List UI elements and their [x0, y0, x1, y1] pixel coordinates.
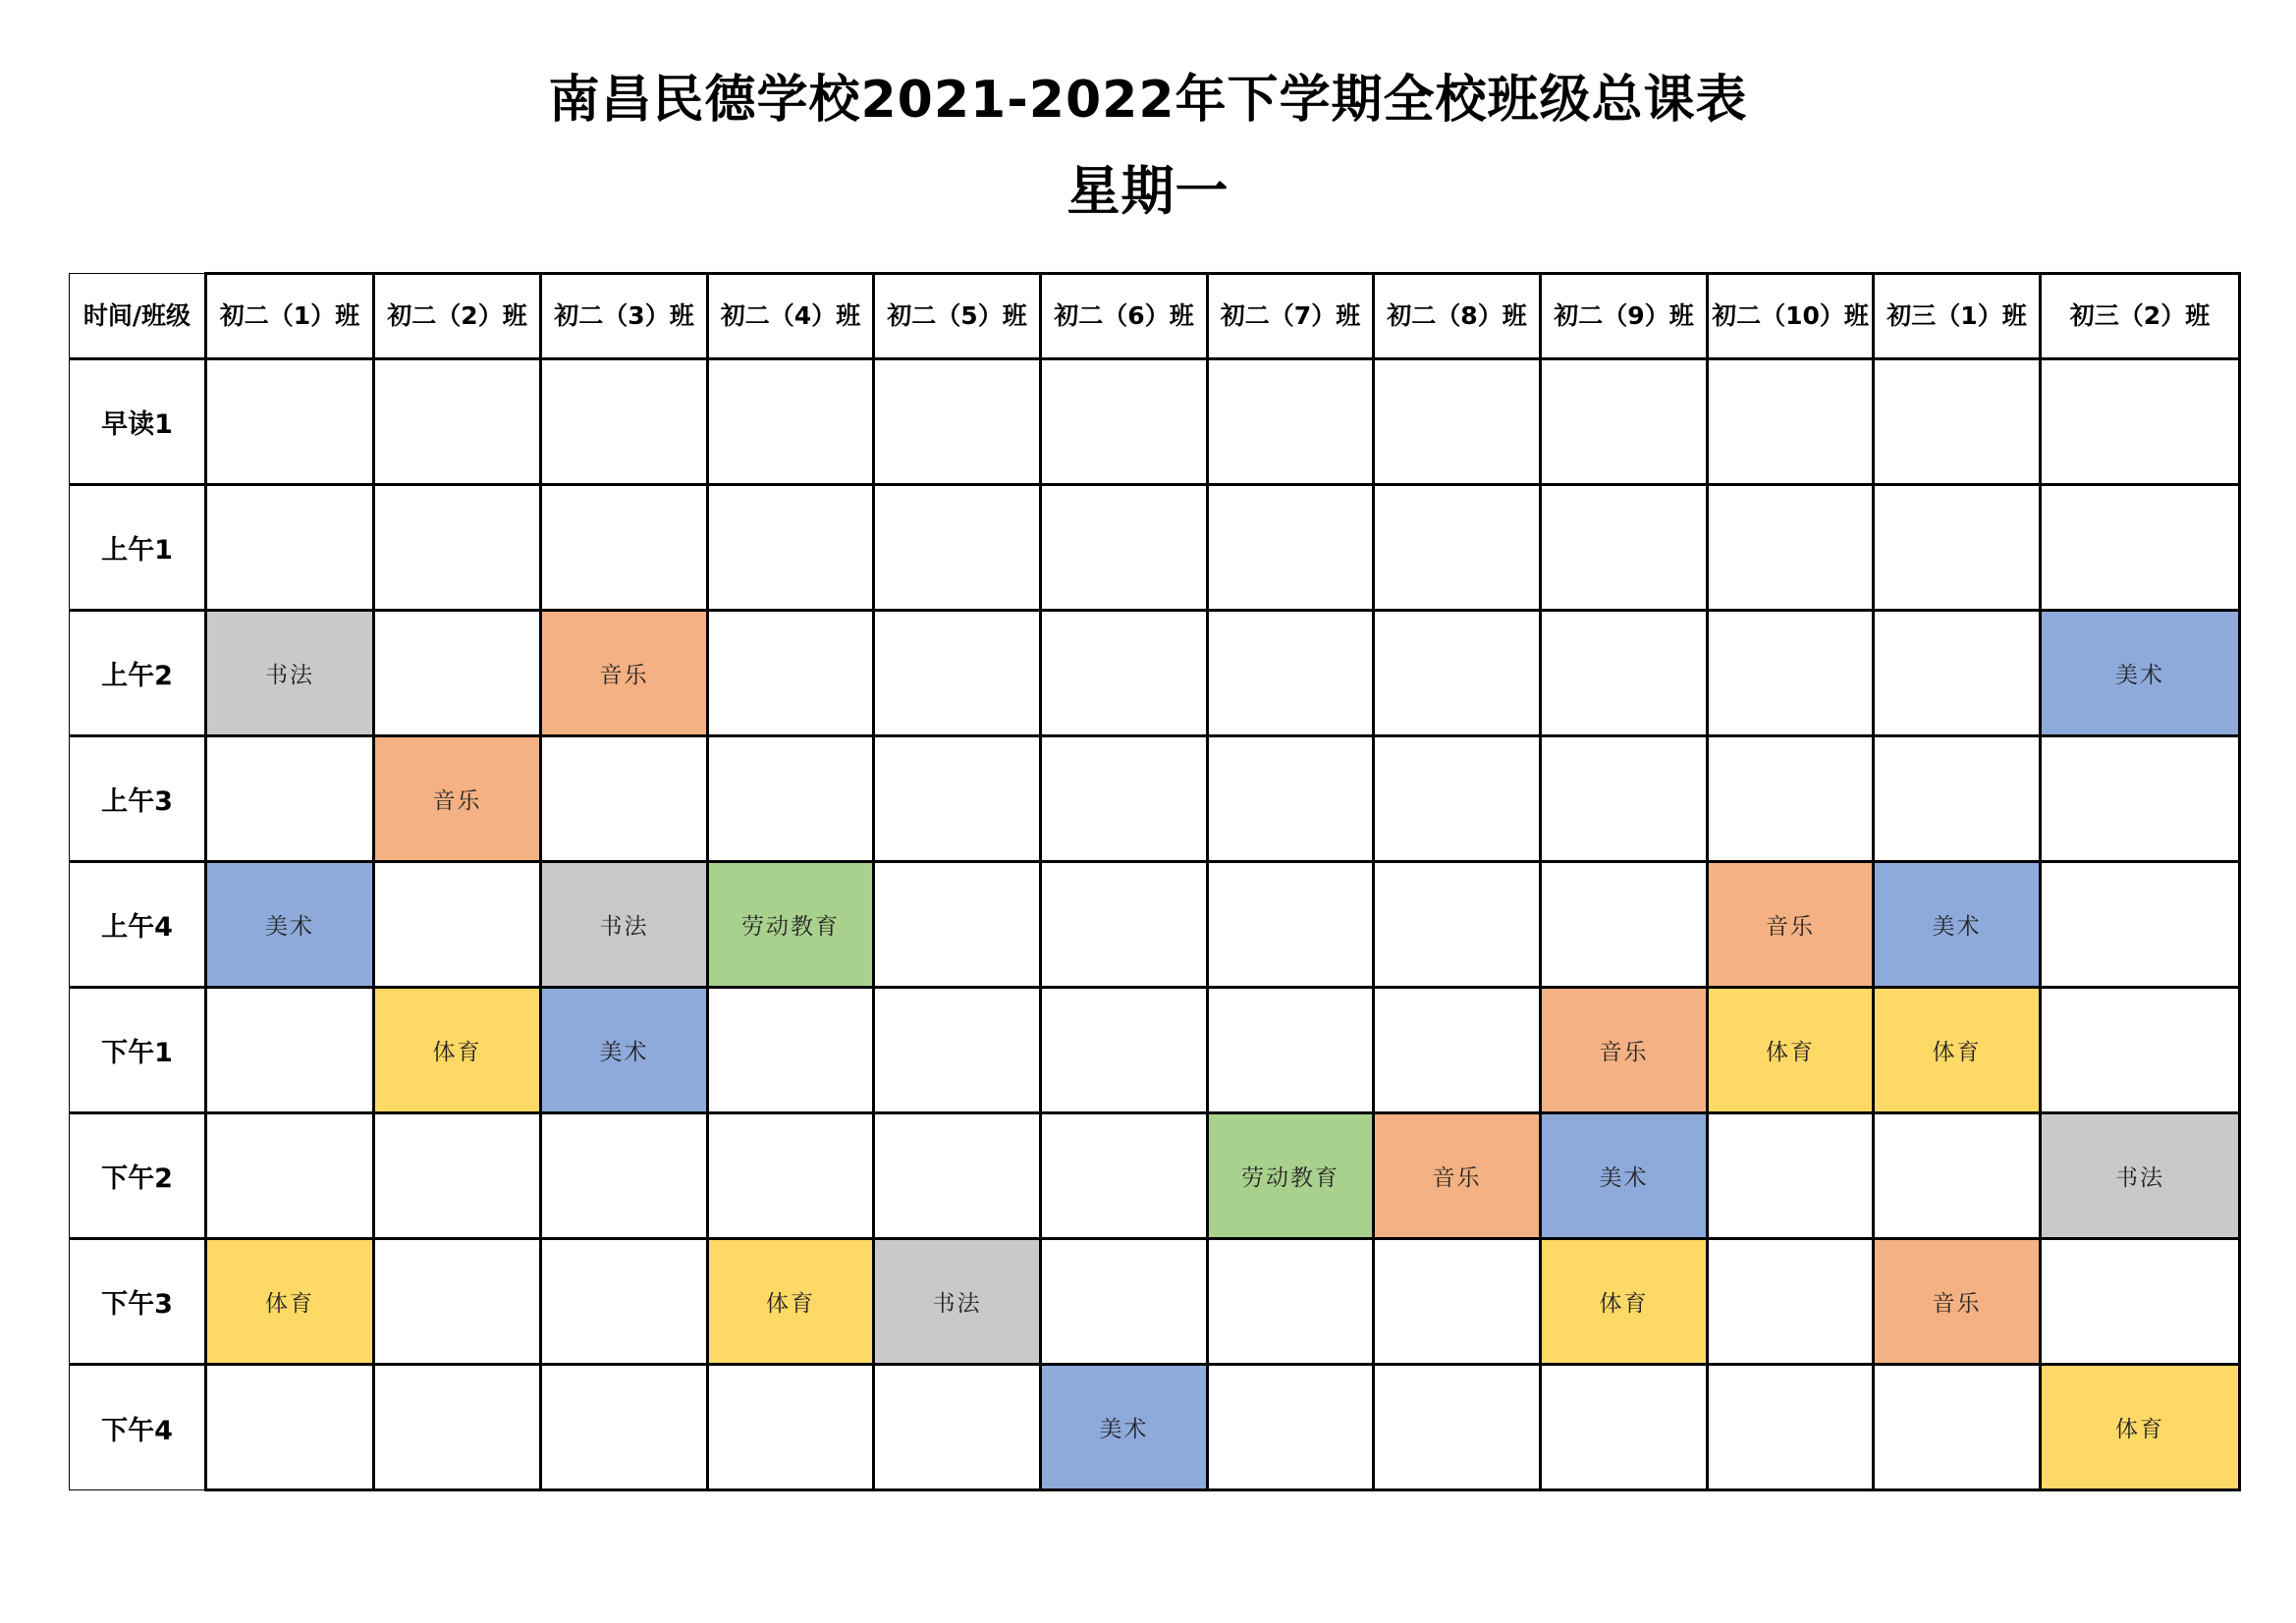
schedule-cell — [1541, 736, 1708, 862]
schedule-cell — [1541, 485, 1708, 611]
column-header: 初二（10）班 — [1708, 274, 1874, 359]
schedule-cell — [1374, 862, 1541, 988]
column-header: 初二（4）班 — [708, 274, 874, 359]
schedule-cell — [206, 1365, 374, 1490]
schedule-cell — [1208, 485, 1374, 611]
header-row — [70, 274, 2240, 359]
schedule-cell — [874, 485, 1041, 611]
schedule-cell — [874, 359, 1041, 485]
schedule-cell — [2041, 1239, 2240, 1365]
table-row — [70, 1239, 2240, 1365]
schedule-cell — [1708, 359, 1874, 485]
schedule-cell — [206, 736, 374, 862]
column-header: 初三（2）班 — [2041, 274, 2240, 359]
table-row — [70, 359, 2240, 485]
row-header: 上午1 — [70, 485, 206, 611]
schedule-cell: 体育 — [708, 1239, 874, 1365]
schedule-cell — [1041, 359, 1208, 485]
schedule-cell — [1874, 736, 2041, 862]
schedule-cell: 体育 — [1541, 1239, 1708, 1365]
table-row — [70, 1365, 2240, 1490]
schedule-cell — [1708, 485, 1874, 611]
schedule-cell — [874, 988, 1041, 1113]
schedule-cell: 书法 — [206, 611, 374, 736]
schedule-cell — [874, 611, 1041, 736]
table-row — [70, 862, 2240, 988]
schedule-cell — [541, 1365, 708, 1490]
schedule-cell: 体育 — [1874, 988, 2041, 1113]
table-row — [70, 1113, 2240, 1239]
table-row — [70, 485, 2240, 611]
schedule-cell: 美术 — [2041, 611, 2240, 736]
schedule-cell: 体育 — [206, 1239, 374, 1365]
schedule-cell — [374, 359, 541, 485]
schedule-cell — [1708, 1239, 1874, 1365]
schedule-cell — [708, 611, 874, 736]
schedule-cell — [874, 736, 1041, 862]
schedule-cell — [206, 359, 374, 485]
row-header: 上午2 — [70, 611, 206, 736]
schedule-cell: 美术 — [1874, 862, 2041, 988]
schedule-cell — [1041, 988, 1208, 1113]
schedule-cell — [1208, 862, 1374, 988]
schedule-cell — [2041, 359, 2240, 485]
schedule-cell — [708, 1113, 874, 1239]
row-header: 上午4 — [70, 862, 206, 988]
schedule-cell — [874, 1113, 1041, 1239]
schedule-cell — [1041, 485, 1208, 611]
table-row — [70, 611, 2240, 736]
table-row — [70, 736, 2240, 862]
schedule-cell — [2041, 988, 2240, 1113]
schedule-cell: 书法 — [874, 1239, 1041, 1365]
column-header: 初二（3）班 — [541, 274, 708, 359]
column-header: 初二（7）班 — [1208, 274, 1374, 359]
row-header: 下午4 — [70, 1365, 206, 1490]
schedule-cell — [1041, 1113, 1208, 1239]
schedule-cell: 音乐 — [374, 736, 541, 862]
schedule-cell — [541, 485, 708, 611]
schedule-cell — [708, 1365, 874, 1490]
column-header: 初三（1）班 — [1874, 274, 2041, 359]
schedule-cell — [374, 485, 541, 611]
row-header: 下午3 — [70, 1239, 206, 1365]
schedule-cell — [1208, 736, 1374, 862]
schedule-cell — [1041, 611, 1208, 736]
schedule-cell — [1208, 1239, 1374, 1365]
schedule-cell — [1541, 359, 1708, 485]
schedule-cell: 体育 — [1708, 988, 1874, 1113]
schedule-cell — [1541, 862, 1708, 988]
schedule-cell — [2041, 736, 2240, 862]
schedule-cell — [1374, 988, 1541, 1113]
schedule-cell — [1874, 1113, 2041, 1239]
schedule-cell — [1541, 1365, 1708, 1490]
schedule-cell — [206, 485, 374, 611]
schedule-cell — [1208, 359, 1374, 485]
schedule-cell — [1541, 611, 1708, 736]
schedule-cell — [1374, 1365, 1541, 1490]
schedule-cell — [1874, 359, 2041, 485]
schedule-cell — [1374, 359, 1541, 485]
schedule-cell — [541, 1113, 708, 1239]
schedule-cell — [1041, 1239, 1208, 1365]
schedule-cell: 劳动教育 — [1208, 1113, 1374, 1239]
schedule-cell: 劳动教育 — [708, 862, 874, 988]
schedule-cell — [541, 359, 708, 485]
row-header: 下午2 — [70, 1113, 206, 1239]
schedule-cell — [1874, 485, 2041, 611]
schedule-cell: 美术 — [206, 862, 374, 988]
schedule-cell: 音乐 — [1374, 1113, 1541, 1239]
column-header: 初二（6）班 — [1041, 274, 1208, 359]
schedule-cell — [708, 359, 874, 485]
schedule-cell — [708, 988, 874, 1113]
schedule-cell — [374, 1113, 541, 1239]
schedule-cell — [874, 862, 1041, 988]
schedule-cell — [1708, 1113, 1874, 1239]
schedule-cell — [1874, 611, 2041, 736]
schedule-cell — [1874, 1365, 2041, 1490]
column-header: 初二（9）班 — [1541, 274, 1708, 359]
column-header: 初二（5）班 — [874, 274, 1041, 359]
schedule-cell — [1208, 1365, 1374, 1490]
schedule-cell — [1208, 988, 1374, 1113]
schedule-cell — [1708, 611, 1874, 736]
schedule-cell — [1708, 736, 1874, 862]
schedule-cell — [374, 1239, 541, 1365]
schedule-cell: 美术 — [1541, 1113, 1708, 1239]
schedule-cell — [1374, 736, 1541, 862]
column-header: 初二（1）班 — [206, 274, 374, 359]
schedule-cell — [374, 611, 541, 736]
schedule-cell: 音乐 — [541, 611, 708, 736]
schedule-cell — [1374, 611, 1541, 736]
schedule-cell — [1374, 1239, 1541, 1365]
schedule-cell: 美术 — [541, 988, 708, 1113]
schedule-cell — [1041, 862, 1208, 988]
schedule-cell: 书法 — [541, 862, 708, 988]
corner-header: 时间/班级 — [70, 274, 206, 359]
row-header: 早读1 — [70, 359, 206, 485]
schedule-cell — [2041, 485, 2240, 611]
schedule-cell — [1708, 1365, 1874, 1490]
schedule-cell: 音乐 — [1708, 862, 1874, 988]
schedule-cell: 美术 — [1041, 1365, 1208, 1490]
schedule-cell — [206, 988, 374, 1113]
page-title: 南昌民德学校2021-2022年下学期全校班级总课表 — [548, 71, 1748, 130]
schedule-cell — [874, 1365, 1041, 1490]
column-header: 初二（2）班 — [374, 274, 541, 359]
schedule-cell — [1041, 736, 1208, 862]
schedule-cell: 音乐 — [1874, 1239, 2041, 1365]
schedule-cell — [1374, 485, 1541, 611]
schedule-cell — [708, 485, 874, 611]
schedule-cell — [206, 1113, 374, 1239]
schedule-cell — [541, 1239, 708, 1365]
column-header: 初二（8）班 — [1374, 274, 1541, 359]
schedule-table — [69, 272, 2241, 1491]
schedule-cell — [2041, 862, 2240, 988]
schedule-cell: 体育 — [374, 988, 541, 1113]
schedule-cell — [374, 862, 541, 988]
schedule-cell — [541, 736, 708, 862]
row-header: 上午3 — [70, 736, 206, 862]
schedule-cell — [374, 1365, 541, 1490]
schedule-cell — [1208, 611, 1374, 736]
page-subtitle: 星期一 — [1066, 160, 1230, 222]
schedule-cell: 书法 — [2041, 1113, 2240, 1239]
table-row — [70, 988, 2240, 1113]
schedule-cell: 体育 — [2041, 1365, 2240, 1490]
schedule-cell: 音乐 — [1541, 988, 1708, 1113]
schedule-cell — [708, 736, 874, 862]
row-header: 下午1 — [70, 988, 206, 1113]
